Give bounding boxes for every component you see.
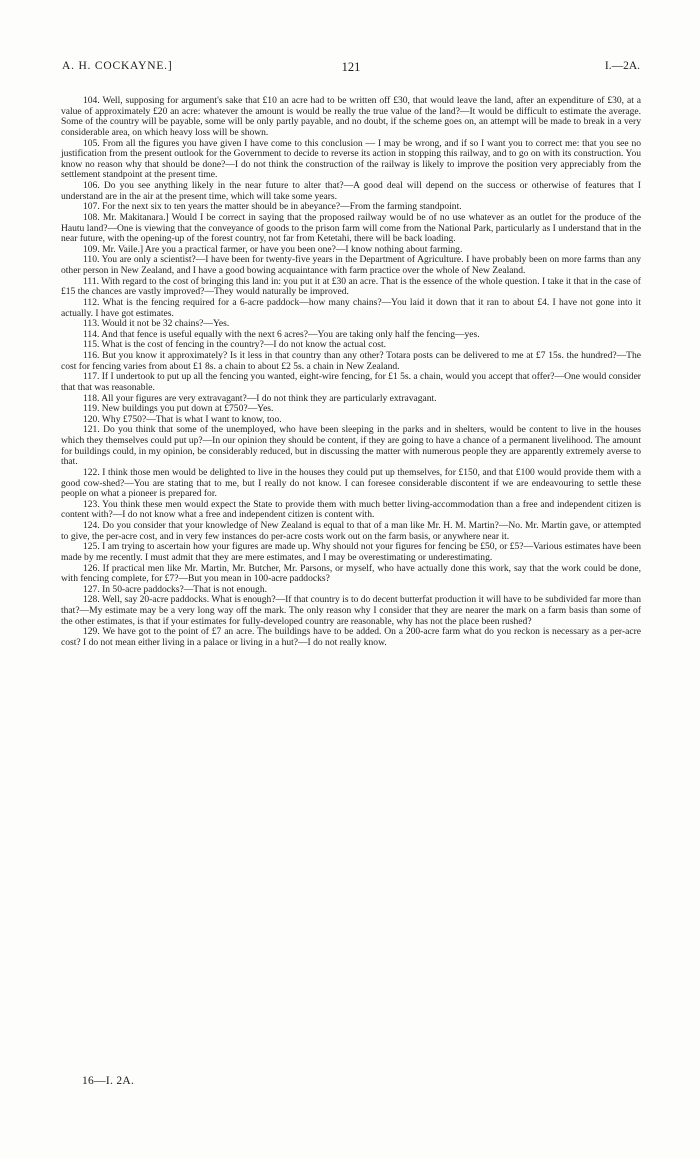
header-paper-reference: I.—2A. <box>604 60 640 72</box>
paragraph-109: 109. Mr. Vaile.] Are you a practical farmer, or have you been one?—I know nothing about farming. <box>83 243 463 255</box>
paragraph-105: 105. From all the figures you have given I have come to this conclusion — I may be wrong, and if so I want you to correct me: that you see no justification from the present outlook for the Government to decide to reverse its action in stopping this railway, and to go on with its construction. You know no reason why that should be done?—I do not think the construction of the railway is likely to improve the position very appreciably from the settlement standpoint at the present time. <box>61 137 641 181</box>
paragraph-125: 125. I am trying to ascertain how your figures are made up. Why should not your figures for fencing be £50, or £5?—Various estimates have been made by me recently. I must admit that they are mere estimates, and I may be overestimating or underestimating. <box>61 541 641 563</box>
paragraph-110: 110. You are only a scientist?—I have been for twenty-five years in the Department of Agriculture. I have probably been on more farms than any other person in New Zealand, and I have a good bowing acquaintance with farm practice over the whole of New Zealand. <box>61 254 641 276</box>
paragraph-129: 129. We have got to the point of £7 an acre. The buildings have to be added. On a 200-acre farm what do you reckon is necessary as a per-acre cost? I do not mean either living in a palace or living in a hut?—I do not really know. <box>61 626 641 648</box>
paragraph-104: 104. Well, supposing for argument's sake that £10 an acre had to be written off £30, that would leave the land, after an expenditure of £30, at a value of approximately £20 an acre: whatever the amount is would be really the true value of the land?—It would be difficult to estimate the average. Some of the country will be payable, some will be only partly payable, and no doubt, if the scheme goes on, an attempt will be made to break in a very considerable area, on which heavy loss will be shown. <box>61 95 641 138</box>
paragraph-113: 113. Would it not be 32 chains?—Yes. <box>83 318 230 330</box>
paragraph-111: 111. With regard to the cost of bringing this land in: you put it at £30 an acre. That is the essence of the whole question. I take it that in the case of £15 the chances are vastly improved?—They would naturally be improved. <box>61 275 641 298</box>
testimony-body <box>61 96 641 649</box>
paragraph-120: 120. Why £750?—That is what I want to know, too. <box>83 413 282 425</box>
paragraph-107: 107. For the next six to ten years the matter should be in abeyance?—From the farming standpoint. <box>83 201 462 213</box>
paragraph-121: 121. Do you think that some of the unemployed, who have been sleeping in the parks and in shelters, would be content to live in the houses which they themselves could put up?—In our opinion they should be content, if they are going to have a chance of a permanent livelihood. The amount for buildings could, in my opinion, be considerably reduced, but in discussing the matter with numerous people they are apparently extremely averse to that. <box>61 424 641 468</box>
paragraph-106: 106. Do you see anything likely in the near future to alter that?—A good deal will depend on the success or otherwise of features that I understand are in the air at the present time, which will take some years. <box>61 180 641 202</box>
paragraph-115: 115. What is the cost of fencing in the country?—I do not know the actual cost. <box>83 339 387 351</box>
paragraph-127: 127. In 50-acre paddocks?—That is not enough. <box>83 583 267 595</box>
paragraph-108: 108. Mr. Makitanara.] Would I be correct in saying that the proposed railway would be of no use whatever as an outlet for the produce of the Hautu land?—One is viewing that the conveyance of goods to the prison farm will come from the National Park, particularly as I understand that in the near future, with the opening-up of the forest country, not far from Ketetahi, there will be back loading. <box>61 211 641 245</box>
paragraph-124: 124. Do you consider that your knowledge of New Zealand is equal to that of a man like Mr. H. M. Martin?—No. Mr. Martin gave, or attempted to give, the per-acre cost, and in very few instances do per-acre costs work out on the farm basis, or anywhere near it. <box>61 520 641 542</box>
paragraph-112: 112. What is the fencing required for a 6-acre paddock—how many chains?—You laid it down that it ran to about £4. I have not gone into it actually. I have got estimates. <box>61 296 641 319</box>
signature-mark: 16—I. 2A. <box>82 1075 135 1087</box>
paragraph-119: 119. New buildings you put down at £750?—Yes. <box>83 403 274 415</box>
paragraph-128: 128. Well, say 20-acre paddocks. What is enough?—If that country is to do decent butterfat production it will have to be subdivided far more than that?—My estimate may be a very long way off the mark. The only reason why I consider that they are nearer the mark on a farm basis than some of the other estimates, is that if your estimates for fully-developed country are reasonable, why has not the place been rushed? <box>61 594 641 627</box>
page-header <box>62 60 640 76</box>
header-witness-name: A. H. COCKAYNE.] <box>62 60 173 72</box>
paragraph-114: 114. And that fence is useful equally with the next 6 acres?—You are taking only half the fencing—yes. <box>83 328 480 340</box>
paragraph-122: 122. I think those men would be delighted to live in the houses they could put up themselves, for £150, and that £100 would provide them with a good cow-shed?—You are stating that to me, but I really do not know. I can foresee considerable discontent if we are endeavouring to settle these people on what a pioneer is prepared for. <box>61 466 641 500</box>
paragraph-117: 117. If I undertook to put up all the fencing you wanted, eight-wire fencing, for £1 5s. a chain, would you accept that offer?—One would consider that that was reasonable. <box>61 371 641 393</box>
paragraph-118: 118. All your figures are very extravagant?—I do not think they are particularly extravagant. <box>83 392 437 404</box>
page-number: 121 <box>341 60 361 74</box>
paragraph-116: 116. But you know it approximately? Is it less in that country than any other? Totara posts can be delivered to me at £7 15s. the hundred?—The cost for fencing varies from about £1 8s. a chain to about £2 5s. a chain in New Zealand. <box>61 350 641 372</box>
paragraph-126: 126. If practical men like Mr. Martin, Mr. Butcher, Mr. Parsons, or myself, who have actually done this work, say that the work could be done, with fencing complete, for £7?—But you mean in 100-acre paddocks? <box>61 562 641 585</box>
paragraph-123: 123. You think these men would expect the State to provide them with much better living-accommodation than a free and independent citizen is content with?—I do not know what a free and independent citizen is content with. <box>61 498 641 521</box>
